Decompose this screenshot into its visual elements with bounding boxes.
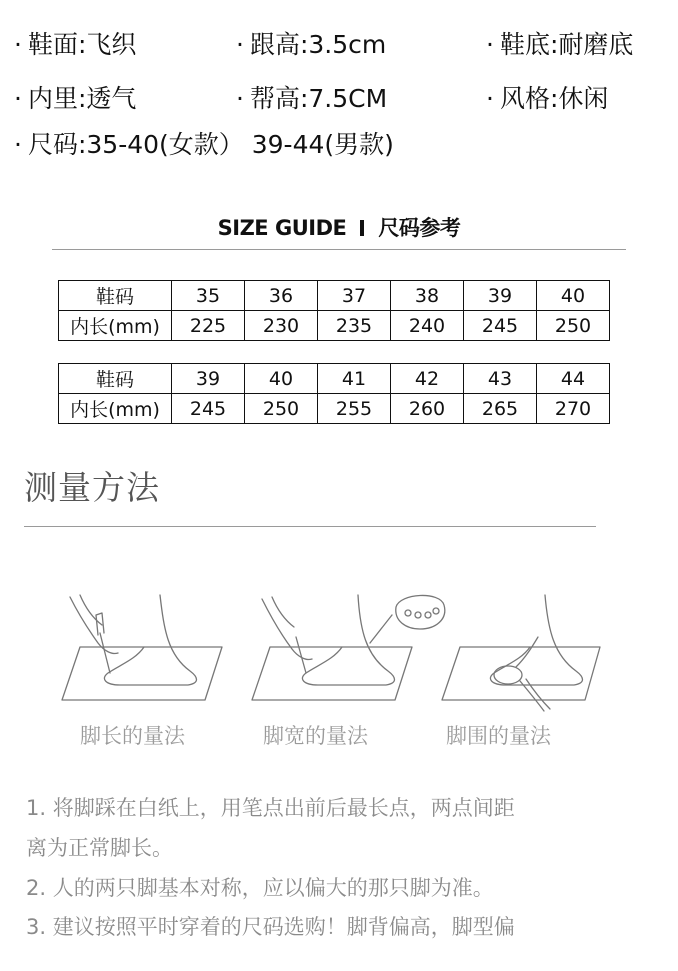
length-cell: 225 [172,311,245,341]
foot-measurement-illustrations [40,585,650,715]
size-cell: 39 [464,281,537,311]
spec-value: 3.5cm [308,30,387,59]
length-cell: 265 [464,394,537,424]
length-cell: 255 [318,394,391,424]
size-guide-title [0,212,678,242]
spec-size-range [14,130,394,160]
size-cell: 40 [537,281,610,311]
foot-width-illustration [252,595,445,700]
bullet-icon: · [14,130,22,159]
size-cell: 37 [318,281,391,311]
size-guide-divider [52,249,626,250]
row-label: 内长(mm) [59,311,172,341]
note-line-1: 1. 将脚踩在白纸上，用笔点出前后最长点，两点间距 [26,796,515,820]
size-cell: 44 [537,364,610,394]
method-title: 测量方法 [24,468,160,507]
spec-style [486,84,608,114]
size-table-women [58,280,610,341]
spec-value: 耐磨底 [558,30,634,59]
spec-value: 透气 [86,84,137,113]
bullet-icon: · [486,30,494,59]
size-table-men [58,363,610,424]
caption-foot-width: 脚宽的量法 [263,724,368,748]
spec-lining [14,84,136,114]
spec-value: 35-40(女款） 39-44(男款) [86,130,394,159]
spec-label: 鞋底: [499,30,559,59]
spec-sole [486,30,633,60]
length-cell: 230 [245,311,318,341]
spec-value: 休闲 [558,84,609,113]
spec-label: 帮高: [249,84,309,113]
length-cell: 260 [391,394,464,424]
table-row [59,281,610,311]
length-cell: 250 [537,311,610,341]
spec-label: 鞋面: [27,30,87,59]
bullet-icon: · [14,84,22,113]
method-divider [24,526,596,527]
note-line-4: 3. 建议按照平时穿着的尺码选购！脚背偏高，脚型偏 [26,915,515,939]
bullet-icon: · [236,84,244,113]
spec-value: 飞织 [86,30,137,59]
foot-length-illustration [62,595,222,700]
spec-upper-height [236,84,387,114]
size-guide-title-cn: 尺码参考 [378,216,461,240]
bullet-icon: · [14,30,22,59]
title-separator [360,220,364,236]
note-line-2: 离为正常脚长。 [26,836,173,860]
spec-value: 7.5CM [308,84,388,113]
caption-foot-girth: 脚围的量法 [446,724,551,748]
table-row [59,311,610,341]
caption-foot-length: 脚长的量法 [80,724,185,748]
size-cell: 39 [172,364,245,394]
table-row [59,364,610,394]
length-cell: 240 [391,311,464,341]
bullet-icon: · [236,30,244,59]
length-cell: 245 [172,394,245,424]
row-label: 鞋码 [59,281,172,311]
bullet-icon: · [486,84,494,113]
spec-label: 内里: [27,84,87,113]
length-cell: 250 [245,394,318,424]
spec-upper [14,30,136,60]
spec-heel-height [236,30,386,60]
note-line-3: 2. 人的两只脚基本对称，应以偏大的那只脚为准。 [26,876,494,900]
table-row [59,394,610,424]
length-cell: 245 [464,311,537,341]
size-cell: 42 [391,364,464,394]
size-cell: 43 [464,364,537,394]
length-cell: 270 [537,394,610,424]
size-cell: 38 [391,281,464,311]
length-cell: 235 [318,311,391,341]
size-cell: 41 [318,364,391,394]
row-label: 内长(mm) [59,394,172,424]
spec-label: 跟高: [249,30,309,59]
size-guide-title-en: SIZE GUIDE [217,216,347,240]
size-cell: 35 [172,281,245,311]
spec-label: 风格: [499,84,559,113]
size-cell: 36 [245,281,318,311]
size-cell: 40 [245,364,318,394]
foot-girth-illustration [442,595,600,711]
spec-label: 尺码: [27,130,87,159]
row-label: 鞋码 [59,364,172,394]
